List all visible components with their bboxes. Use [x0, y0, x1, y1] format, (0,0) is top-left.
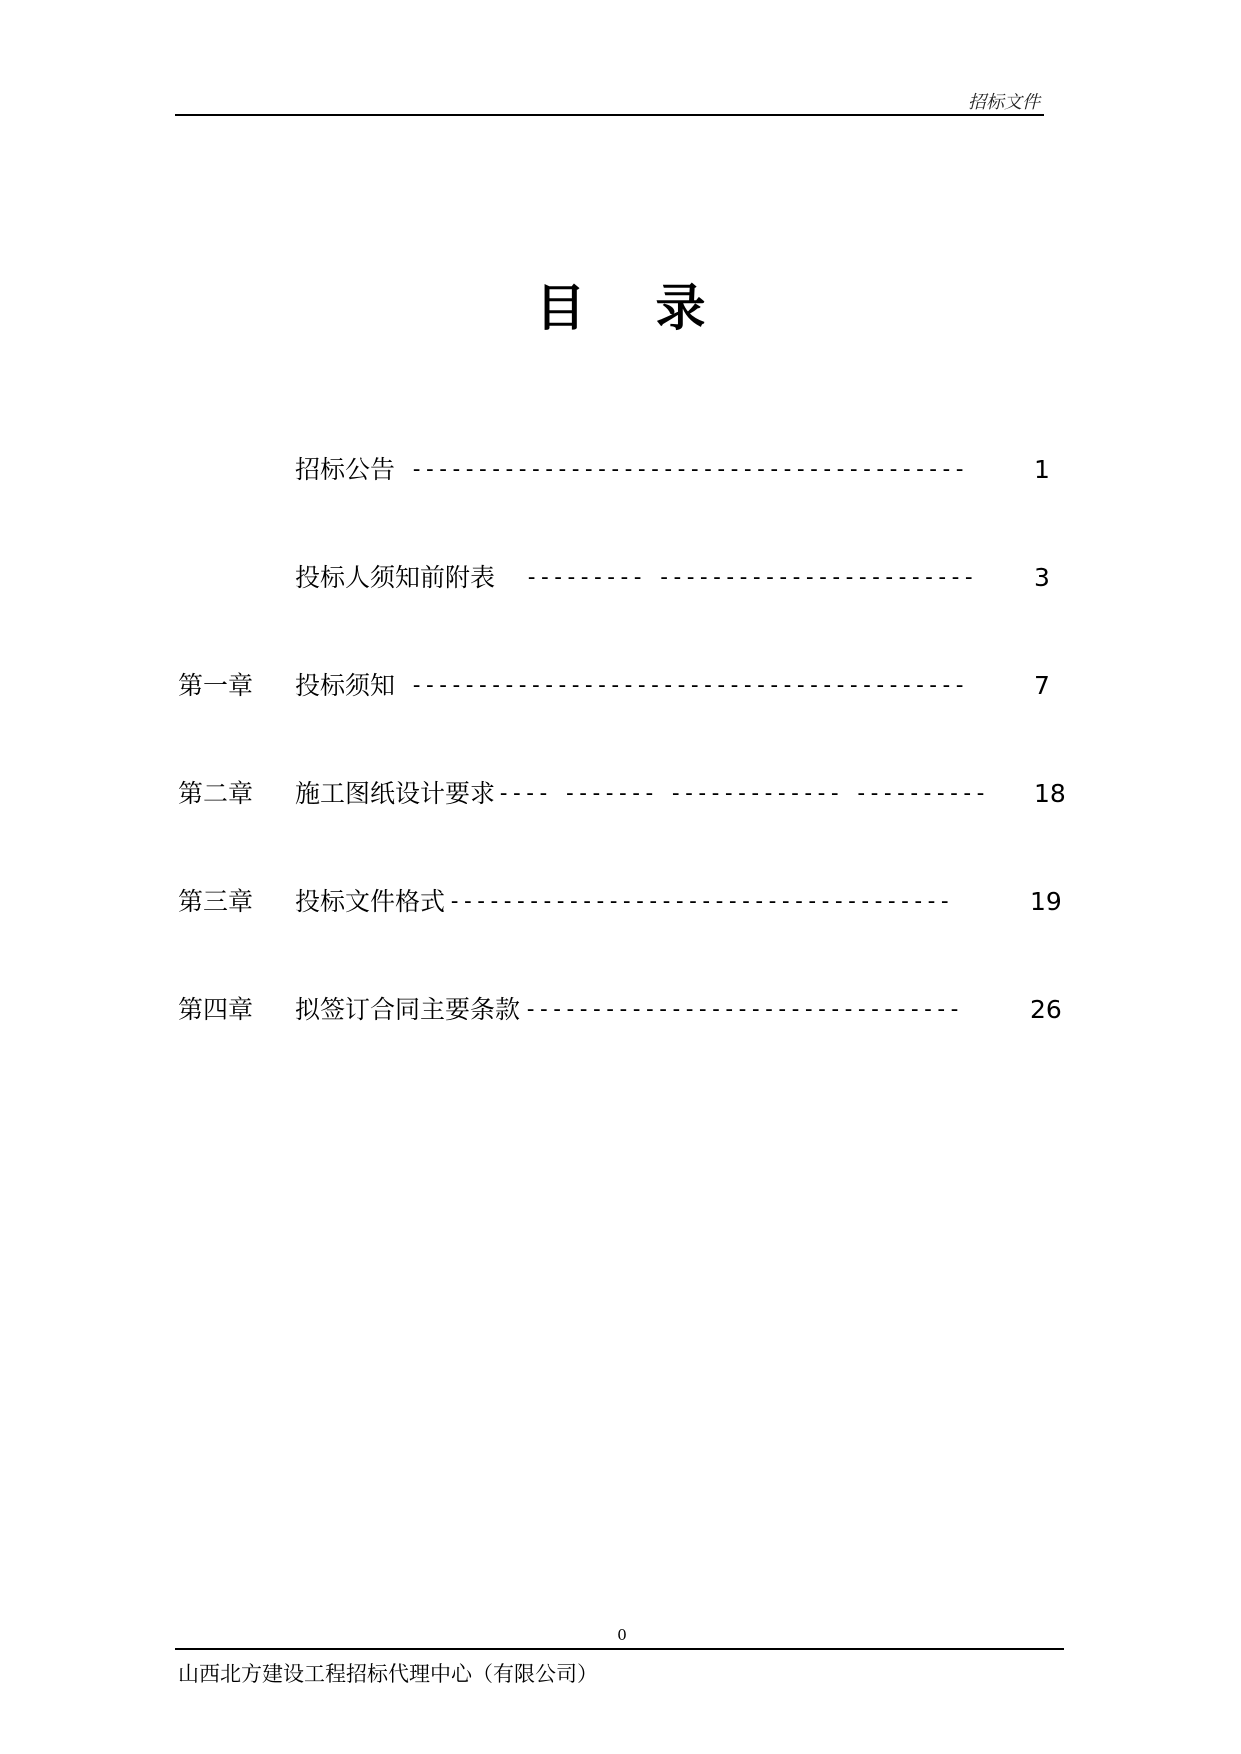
header-rule	[175, 114, 1044, 116]
toc-page-number: 18	[1034, 779, 1066, 808]
toc-label: 拟签订合同主要条款	[295, 995, 521, 1024]
page-title: 目录	[535, 279, 776, 337]
toc-page-number: 26	[1030, 995, 1062, 1024]
toc-label: 投标文件格式	[295, 887, 446, 916]
toc-chapter: 第一章	[178, 671, 254, 700]
page-number: 0	[617, 1626, 627, 1644]
toc-page-number: 1	[1034, 455, 1050, 484]
toc-leader: ------------------------------------------	[410, 673, 967, 698]
header-title: 招标文件	[968, 92, 1040, 113]
toc-chapter: 第二章	[178, 779, 254, 808]
toc-label: 施工图纸设计要求	[295, 779, 496, 808]
toc-leader: ------------------------------------------	[410, 457, 967, 482]
toc-page-number: 7	[1034, 671, 1050, 700]
toc-chapter: 第三章	[178, 887, 254, 916]
toc-leader: ---------------------------------	[524, 997, 962, 1022]
toc-label: 投标人须知前附表	[295, 563, 496, 592]
toc-leader: ---- ------- ------------- ----------	[497, 781, 988, 806]
toc-label: 招标公告	[295, 455, 396, 484]
toc-chapter: 第四章	[178, 995, 254, 1024]
toc-leader: --------- ------------------------	[525, 565, 976, 590]
footer-rule	[175, 1648, 1064, 1650]
footer-organization: 山西北方建设工程招标代理中心（有限公司）	[178, 1662, 598, 1686]
toc-label: 投标须知	[295, 671, 396, 700]
toc-page-number: 3	[1034, 563, 1050, 592]
toc-leader: --------------------------------------	[448, 889, 952, 914]
toc-page-number: 19	[1030, 887, 1062, 916]
